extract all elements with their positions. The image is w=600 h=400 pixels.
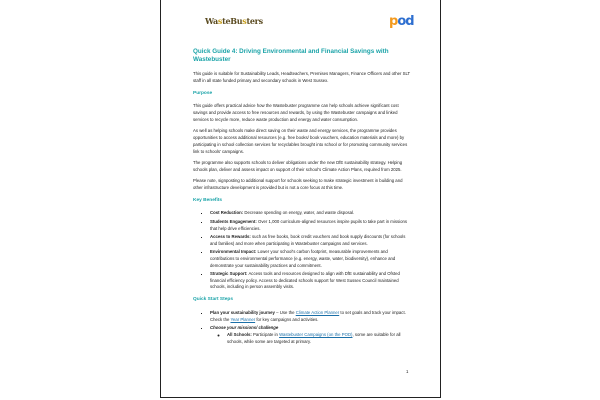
list-item: ▪ Strategic Support: Access tools and resources designed to align with DfE sustainability and Ofsted financial efficiency policy. Access to dedicated schools support for West Sussex Council maintained schools, including in person assembly visits. (210, 271, 411, 291)
list-item: ▪ Cost Reduction: Decrease spending on energy, water, and waste disposal. (210, 210, 411, 217)
year-planner-link[interactable]: Year Planner (230, 316, 256, 322)
intro-paragraph: This guide is suitable for Sustainability Leads, Headteachers, Premises Managers, Finance Officers and other SLT staff in all state funded primary and secondary schools in West Sussex. (193, 71, 411, 83)
sub-list (210, 332, 411, 346)
list-item: ▪ Students Engagement: Over 1,000 curriculum-aligned resources inspire pupils to take part in missions that help drive efficiencies. (210, 219, 411, 233)
document-content (193, 48, 411, 350)
key-benefits-list (193, 210, 411, 291)
pod-logo: pod (389, 14, 414, 29)
list-item: ▪ Environmental Impact: Lower your school's carbon footprint, measurable improvements and contributions to environmental performance (e.g. energy, waste, water, biodiversity), enhance and demonstrate your sustainability practices and commitment. (210, 249, 411, 269)
purpose-paragraph: This guide offers practical advice how the Wastebuster programme can help schools achieve significant cost savings and provide access to free resources and rewards, by using the Wastebuster campaigns and linked services to recycle more, reduce waste production and energy and water consumption. (193, 103, 399, 122)
quick-start-heading: Quick Start Steps (193, 297, 233, 303)
document-page (160, 0, 441, 398)
list-item: ▪ Access to Rewards: such as free books, book credit vouchers and book supply discounts (for schools and families) and more when participating in Wastebuster campaigns and services. (210, 234, 411, 248)
quick-start-list (193, 310, 411, 345)
list-item: ◦ All Schools: Participate in Wastebuster Campaigns (on the POD), some are suitable for all schools, while some are targeted at primary. (227, 332, 411, 346)
key-benefits-heading: Key Benefits (193, 197, 223, 203)
purpose-paragraph: Please note, signposting to additional support for schools seeking to make strategic investment in building and other infrastructure development is provided but is not a core focus at this time. (193, 178, 403, 190)
list-item: ▪ Plan your sustainability journey – Use the Climate Action Planner to set goals and track your impact. Check the Year Planner for key campaigns and activities. (210, 310, 411, 324)
purpose-paragraph: As well as helping schools make direct saving on their waste and energy services, the programme provides opportunities to access additional resources (e.g. free books/ book vouchers, education materials and more) by participating in school collection services for recyclables brought into school or for promoting community services link to schools' campaigns. (193, 128, 408, 154)
wastebuster-campaigns-link[interactable]: Wastebuster Campaigns (on the POD) (279, 331, 353, 337)
purpose-heading: Purpose (193, 90, 213, 96)
document-title: Quick Guide 4: Driving Environmental and Financial Savings with Wastebuster (193, 48, 389, 63)
climate-action-planner-link[interactable]: Climate Action Planner (295, 310, 340, 316)
purpose-paragraph: The programme also supports schools to deliver obligations under the new DfE sustainability strategy. Helping schools plan, deliver and assess impact on support of their school's Climate Action Plans, required from 2025. (193, 159, 403, 172)
page-number: 1 (406, 369, 409, 374)
wastebuster-logo: WasteBusters (205, 16, 263, 26)
list-item: ▪ Choose your missions/ challenge ◦ All Schools: Participate in Wastebuster Campaigns (on the POD), some are suitable for all schools, while some are targeted at primary. (210, 325, 411, 345)
